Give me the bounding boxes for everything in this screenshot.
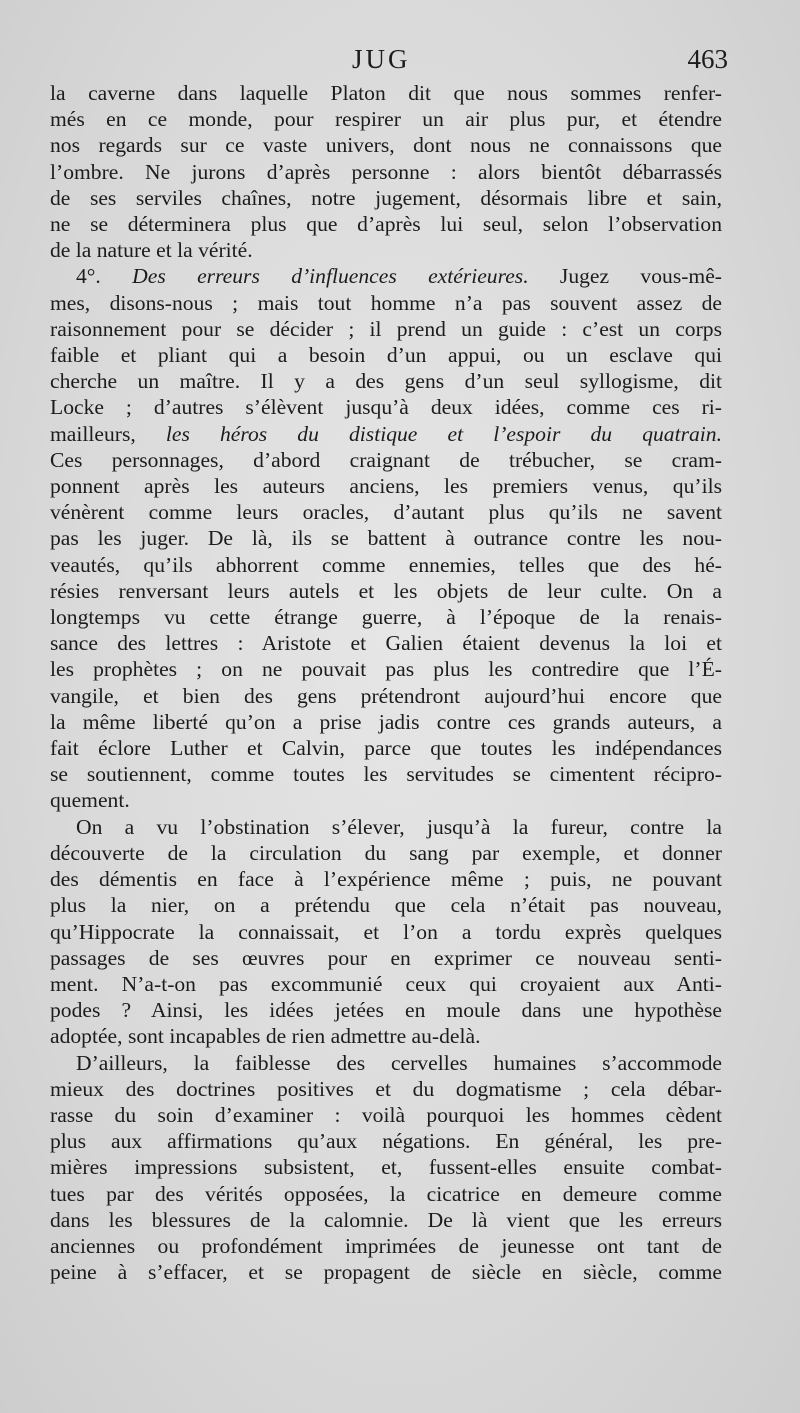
- text-line: [50, 237, 722, 263]
- text-run: la même liberté qu’on a prise jadis contre ces grands auteurs, a: [50, 709, 722, 734]
- text-line: [50, 1023, 722, 1049]
- text-run: ponnent après les auteurs anciens, les premiers venus, qu’ils: [50, 474, 722, 499]
- text-run: passages de ses œuvres pour en exprimer ce nouveau senti-: [50, 945, 722, 970]
- page-header: [0, 44, 800, 78]
- text-run: podes ? Ainsi, les idées jetées en moule dans une hypothèse: [50, 998, 722, 1023]
- text-line: [50, 892, 722, 918]
- text-line: [50, 945, 722, 971]
- text-line: [50, 735, 722, 761]
- text-run: Ces personnages, d’abord craignant de trébucher, se cram-: [50, 447, 722, 472]
- paragraph: [50, 80, 722, 263]
- text-run: ne se déterminera plus que d’après lui seul, selon l’observation: [50, 212, 722, 237]
- text-run: plus la nier, on a prétendu que cela n’était pas nouveau,: [50, 893, 722, 918]
- text-line: [50, 814, 722, 840]
- text-line: [50, 80, 722, 106]
- text-line: [50, 421, 722, 447]
- running-head: JUG: [352, 44, 411, 74]
- text-run: D’ailleurs, la faiblesse des cervelles humaines s’accommode: [76, 1050, 722, 1075]
- text-line: [50, 1154, 722, 1180]
- text-run: mailleurs,: [50, 421, 166, 446]
- text-line: [50, 1076, 722, 1102]
- text-line: [50, 840, 722, 866]
- text-run: l’ombre. Ne jurons d’après personne : alors bientôt débarrassés: [50, 159, 722, 184]
- text-line: [50, 630, 722, 656]
- paragraph: [50, 814, 722, 1050]
- text-run: mières impressions subsistent, et, fussent-elles ensuite combat-: [50, 1155, 722, 1180]
- paragraph: [50, 1050, 722, 1286]
- text-run: raisonnement pour se décider ; il prend un guide : c’est un corps: [50, 316, 722, 341]
- text-line: [50, 552, 722, 578]
- text-run: tues par des vérités opposées, la cicatrice en demeure comme: [50, 1181, 722, 1206]
- text-line: [50, 159, 722, 185]
- text-run: nos regards sur ce vaste univers, dont nous ne connaissons que: [50, 133, 722, 158]
- text-line: [50, 211, 722, 237]
- italic-text: les héros du distique et l’espoir du quatrain.: [165, 421, 722, 446]
- text-line: [50, 106, 722, 132]
- text-run: veautés, qu’ils abhorrent comme ennemies, telles que des hé-: [50, 552, 722, 577]
- text-line: [50, 525, 722, 551]
- text-run: On a vu l’obstination s’élever, jusqu’à la fureur, contre la: [76, 814, 722, 839]
- text-run: fait éclore Luther et Calvin, parce que toutes les indépendances: [50, 736, 722, 761]
- text-run: cherche un maître. Il y a des gens d’un seul syllogisme, dit: [50, 369, 722, 394]
- text-run: rasse du soin d’examiner : voilà pourquoi les hommes cèdent: [50, 1102, 722, 1127]
- text-line: [50, 132, 722, 158]
- text-run: mieux des doctrines positives et du dogmatisme ; cela débar-: [50, 1076, 722, 1101]
- paragraph: [50, 263, 722, 813]
- text-line: [50, 578, 722, 604]
- text-line: [50, 499, 722, 525]
- text-line: [50, 709, 722, 735]
- text-line: [50, 1050, 722, 1076]
- text-run: pas les juger. De là, ils se battent à outrance contre les nou-: [50, 526, 722, 551]
- text-run: se soutiennent, comme toutes les servitudes se cimentent récipro-: [50, 762, 722, 787]
- text-line: [50, 447, 722, 473]
- text-run: la caverne dans laquelle Platon dit que nous sommes renfer-: [50, 81, 722, 105]
- text-line: [50, 656, 722, 682]
- text-run: vénèrent comme leurs oracles, d’autant plus qu’ils ne savent: [50, 500, 722, 525]
- text-run: résies renversant leurs autels et les objets de leur culte. On a: [50, 578, 722, 603]
- text-line: [50, 919, 722, 945]
- text-run: adoptée, sont incapables de rien admettre au-delà.: [50, 1024, 481, 1049]
- text-line: [50, 263, 722, 289]
- text-line: [50, 316, 722, 342]
- text-run: més en ce monde, pour respirer un air plus pur, et étendre: [50, 107, 722, 132]
- text-line: [50, 1259, 722, 1285]
- text-line: [50, 1181, 722, 1207]
- text-run: des démentis en face à l’expérience même ; puis, ne pouvant: [50, 867, 722, 892]
- text-line: [50, 683, 722, 709]
- text-line: [50, 604, 722, 630]
- text-line: [50, 342, 722, 368]
- text-line: [50, 866, 722, 892]
- text-run: découverte de la circulation du sang par exemple, et donner: [50, 840, 722, 865]
- text-run: 4°.: [76, 264, 133, 289]
- text-run: qu’Hippocrate la connaissait, et l’on a tordu exprès quelques: [50, 919, 722, 944]
- text-line: [50, 971, 722, 997]
- text-run: plus aux affirmations qu’aux négations. En général, les pre-: [50, 1129, 722, 1154]
- text-line: [50, 787, 722, 813]
- text-run: quement.: [50, 788, 130, 813]
- text-line: [50, 185, 722, 211]
- text-run: mes, disons-nous ; mais tout homme n’a pas souvent assez de: [50, 290, 722, 315]
- text-line: [50, 290, 722, 316]
- text-run: de la nature et la vérité.: [50, 238, 253, 263]
- text-run: sance des lettres : Aristote et Galien étaient devenus la loi et: [50, 631, 722, 656]
- text-line: [50, 1233, 722, 1259]
- text-line: [50, 761, 722, 787]
- text-line: [50, 997, 722, 1023]
- text-line: [50, 473, 722, 499]
- text-line: [50, 394, 722, 420]
- text-run: ment. N’a-t-on pas excommunié ceux qui croyaient aux Anti-: [50, 971, 722, 996]
- text-run: Jugez vous-mê-: [528, 264, 722, 289]
- text-run: longtemps vu cette étrange guerre, à l’époque de la renais-: [50, 605, 722, 630]
- text-line: [50, 1207, 722, 1233]
- text-run: peine à s’effacer, et se propagent de siècle en siècle, comme: [50, 1260, 722, 1285]
- text-run: les prophètes ; on ne pouvait pas plus les contredire que l’É-: [50, 657, 722, 682]
- text-run: de ses serviles chaînes, notre jugement, désormais libre et sain,: [50, 185, 722, 210]
- page-number: 463: [687, 44, 728, 74]
- text-line: [50, 1128, 722, 1154]
- text-run: anciennes ou profondément imprimées de jeunesse ont tant de: [50, 1233, 722, 1258]
- text-run: vangile, et bien des gens prétendront aujourd’hui encore que: [50, 683, 722, 708]
- italic-text: Des erreurs d’influences extérieures.: [132, 264, 529, 289]
- body-text: [50, 80, 722, 1285]
- text-line: [50, 368, 722, 394]
- text-run: faible et pliant qui a besoin d’un appui, ou un esclave qui: [50, 343, 722, 368]
- text-run: dans les blessures de la calomnie. De là vient que les erreurs: [50, 1207, 722, 1232]
- text-run: Locke ; d’autres s’élèvent jusqu’à deux idées, comme ces ri-: [50, 395, 722, 420]
- text-line: [50, 1102, 722, 1128]
